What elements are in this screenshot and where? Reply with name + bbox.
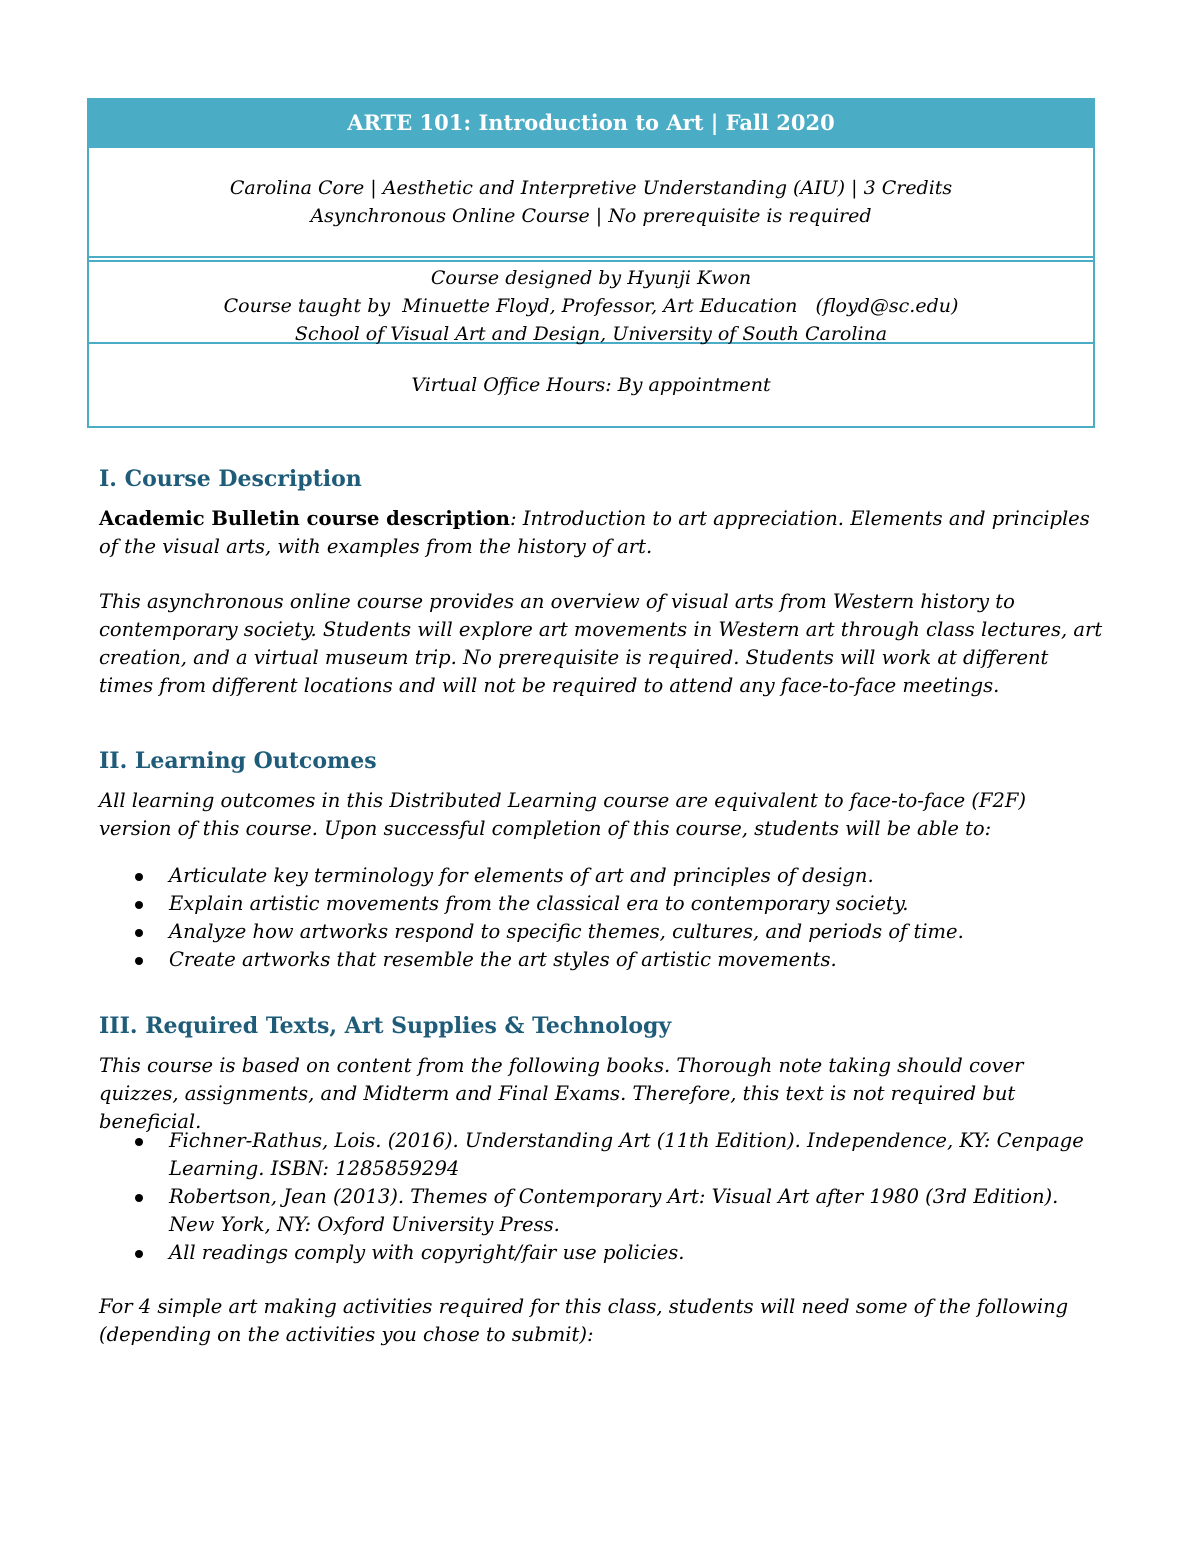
office-hours: Virtual Office Hours: By appointment <box>411 374 771 396</box>
art-supplies-intro: For 4 simple art making activities required for this class, students will need some of the following (depending on the activities you chose to submit): <box>99 1295 1069 1346</box>
bulletin-description <box>99 505 1104 561</box>
bullet-icon <box>135 873 143 881</box>
bullet-icon <box>135 901 143 909</box>
designed-by: Course designed by Hyunji Kwon <box>430 267 752 289</box>
core-line-1: Carolina Core | Aesthetic and Interpretive Understanding (AIU) | 3 Credits <box>229 177 953 199</box>
bulletin-label: Academic Bulletin course description <box>99 507 510 530</box>
learning-outcomes-list <box>99 862 1099 974</box>
course-overview-paragraph: This asynchronous online course provides an overview of visual arts from Western history to contemporary society. Students will explore art movements in Western art through class lectures, art creation, and a virtual museum trip. No prerequisite is required. Students will work at different times from different locations and will not be required to attend any face-to-face meetings. <box>99 590 1103 697</box>
course-header-table <box>87 98 1095 428</box>
bullet-icon <box>135 1250 143 1258</box>
core-line-2: Asynchronous Online Course | No prerequisite is required <box>310 205 872 227</box>
course-core-info <box>89 148 1093 258</box>
bullet-icon <box>135 1138 143 1146</box>
list-item: Create artworks that resemble the art styles of artistic movements. <box>99 946 1099 974</box>
taught-by: Course taught by Minuette Floyd, Professor, Art Education (floyd@sc.edu) <box>223 295 959 317</box>
section-heading-course-description: I. Course Description <box>99 466 362 492</box>
required-texts-intro: This course is based on content from the following books. Thorough note taking should cover quizzes, assignments, and Midterm and Final Exams. Therefore, this text is not required but beneficial. <box>99 1054 1024 1133</box>
list-item: Analyze how artworks respond to specific themes, cultures, and periods of time. <box>99 918 1099 946</box>
required-texts-list <box>99 1127 1099 1267</box>
bullet-icon <box>135 957 143 965</box>
office-hours-row <box>89 344 1093 426</box>
learning-outcomes-intro: All learning outcomes in this Distributed Learning course are equivalent to face-to-face (F2F) version of this course. Upon successful completion of this course, students will be able to: <box>99 789 1027 840</box>
bullet-icon <box>135 929 143 937</box>
list-item: Explain artistic movements from the classical era to contemporary society. <box>99 890 1099 918</box>
course-instructor-info <box>89 260 1093 344</box>
section-heading-required-texts: III. Required Texts, Art Supplies & Technology <box>99 1013 672 1039</box>
list-item: Fichner-Rathus, Lois. (2016). Understanding Art (11th Edition). Independence, KY: Cenpage Learning. ISBN: 1285859294 <box>99 1127 1099 1183</box>
list-item: Articulate key terminology for elements of art and principles of design. <box>99 862 1099 890</box>
section-heading-learning-outcomes: II. Learning Outcomes <box>99 748 377 774</box>
course-title: ARTE 101: Introduction to Art | Fall 2020 <box>89 100 1093 148</box>
list-item: All readings comply with copyright/fair use policies. <box>99 1239 1099 1267</box>
bulletin-text: : Introduction to art appreciation. Elements and principles of the visual arts, with examples from the history of art. <box>99 507 1090 558</box>
school-name: School of Visual Art and Design, University of South Carolina <box>294 323 888 345</box>
bullet-icon <box>135 1194 143 1202</box>
list-item: Robertson, Jean (2013). Themes of Contemporary Art: Visual Art after 1980 (3rd Edition). New York, NY: Oxford University Press. <box>99 1183 1099 1239</box>
